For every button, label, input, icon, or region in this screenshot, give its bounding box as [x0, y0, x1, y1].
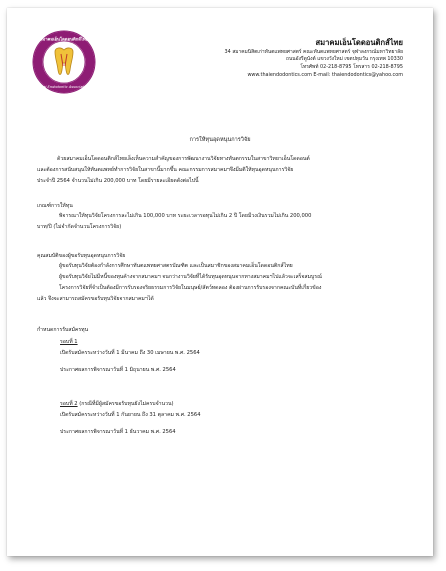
round-2-announce: ประกาศผลการพิจารณาวันที่ 1 ธันวาคม พ.ศ. 2564 — [60, 429, 176, 435]
web-email-line[interactable]: www.thaiendodontics.com E-mail: thaiendodontics@yahoo.com — [247, 71, 403, 78]
schedule-heading: กำหนดการรับสมัครทุน — [37, 327, 89, 333]
round-2-note: (กรณีที่มีผู้สมัครขอรับทุนยังไม่ครบจำนวน) — [79, 401, 174, 407]
address-line-1: 34 สมาคมนิสิตเก่าทันตแพทยศาสตร์ คณะทันตแพทยศาสตร์ จุฬาลงกรณ์มหาวิทยาลัย — [224, 48, 403, 55]
qualifications-line-2: ผู้ขอรับทุนวิจัยไม่มีหนี้ของทุนค้างจากสมาคมฯ จนกว่างานวิจัยที่ได้รับทุนอุดหนุนจากทางสมาคมฯไปแล้วจะเสร็จสมบูรณ์ — [59, 274, 322, 280]
round-2-label: รอบที่ 2 — [60, 401, 78, 407]
logo-top-text: สมาคมเอ็นโดดอนติกส์ไทย — [39, 36, 89, 42]
address-line-2: ถนนอังรีดูนังต์ แขวงวังใหม่ เขตปทุมวัน กรุงเทพ 10330 — [286, 56, 403, 63]
intro-line-1: ด้วยสมาคมเอ็นโดดอนติกส์ไทยเล็งเห็นความสำคัญของการพัฒนางานวิจัยทางทันตกรรมในสาขาวิทยาเอ็นโดดอนต์ — [57, 156, 310, 162]
document-page — [7, 8, 433, 556]
qualifications-line-1: ผู้ขอรับทุนวิจัยต้องกำลังการศึกษาทันตแพทยศาสตรบัณฑิต และเป็นสมาชิกของสมาคมเอ็นโดดอนติกส์ไทย — [59, 263, 293, 269]
intro-line-2: และต้องการสนับสนุนให้ทันตแพทย์ทำการวิจัยในสาขานี้มากขึ้น คณะกรรมการสมาคมฯจึงมีมติให้ทุนอุดหนุนการวิจัย — [37, 167, 294, 173]
letterhead — [225, 37, 403, 79]
round-2-heading — [60, 399, 174, 410]
document-title: การให้ทุนอุดหนุนการวิจัย — [189, 137, 251, 143]
qualifications-heading: คุณสมบัติของผู้ขอรับทุนอุดหนุนการวิจัย — [37, 253, 126, 259]
round-1-announce: ประกาศผลการพิจารณาวันที่ 1 มิถุนายน พ.ศ. 2564 — [60, 367, 176, 373]
criteria-heading: เกณฑ์การให้ทุน — [37, 203, 73, 209]
org-name: สมาคมเอ็นโดดอนติกส์ไทย — [315, 38, 403, 47]
round-2-open: เปิดรับสมัครระหว่างวันที่ 1 กันยายน ถึง 31 ตุลาคม พ.ศ. 2564 — [60, 412, 201, 418]
criteria-line-1: พิจารณาให้ทุนวิจัยโครงการละไม่เกิน 100,000 บาท ระยะเวลารอทุนไม่เกิน 2 ปี โดยมีวงเงินรวมไม่เกิน 200,000 — [59, 213, 312, 219]
logo-bottom-text: Thai Endodontic Association — [38, 85, 90, 89]
phone-line: โทรศัพท์ 02-218-8795 โทรสาร 02-218-8795 — [300, 63, 403, 70]
association-logo — [32, 30, 96, 94]
qualifications-line-3: โครงการวิจัยที่จำเป็นต้องมีการรับรองจริยธรรมการวิจัยในมนุษย์/สัตว์ทดลอง ต้องผ่านการรับรองจากคณะบันที่เกี่ยวข้อง — [59, 285, 322, 291]
round-1-open: เปิดรับสมัครระหว่างวันที่ 1 มีนาคม ถึง 30 เมษายน พ.ศ. 2564 — [60, 350, 200, 356]
qualifications-line-4: แล้ว จึงจะสามารถสมัครขอรับทุนวิจัยจากสมาคมฯได้ — [37, 296, 154, 302]
intro-line-3: ประจำปี 2564 จำนวนไม่เกิน 200,000 บาท โดยมีรายละเอียดดังต่อไปนี้ — [37, 178, 199, 184]
round-1-label: รอบที่ 1 — [60, 339, 78, 345]
criteria-line-2: บาท/ปี (ไม่จำกัดจำนวนโครงการวิจัย) — [37, 224, 122, 230]
